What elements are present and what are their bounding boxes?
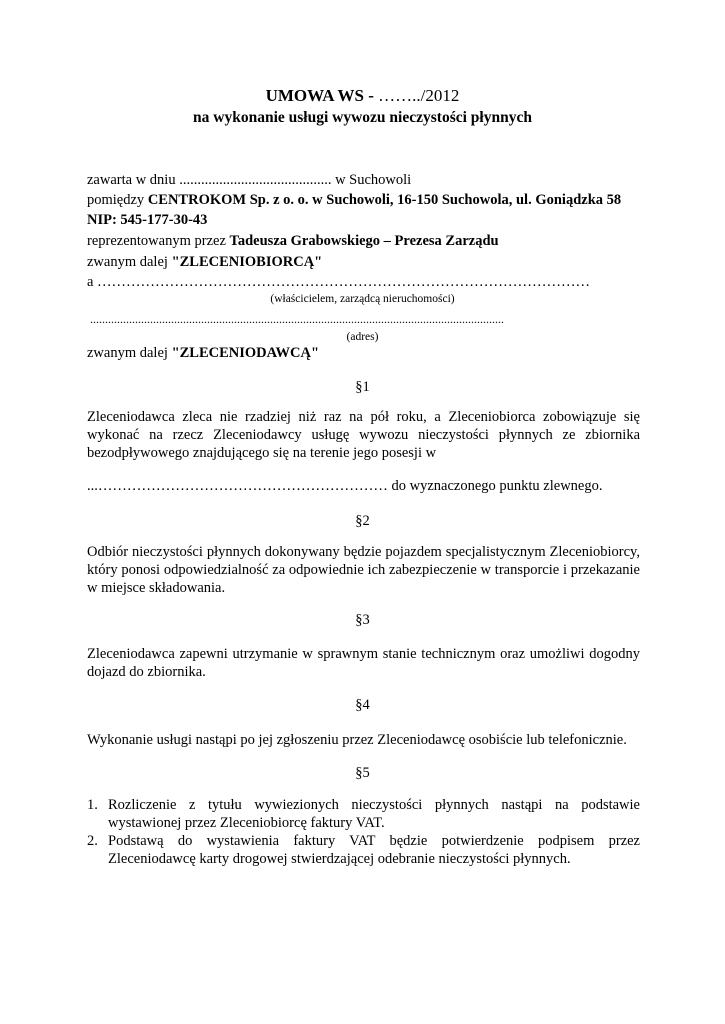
- section-2-heading: §2: [355, 513, 370, 529]
- title-number: ……../2012: [378, 86, 460, 105]
- section-1-text: Zleceniodawca zleca nie rzadziej niż raz na pół roku, a Zleceniobiorca zobowiązuje się wykonać na rzecz Zleceniodawcy usługę wywozu nieczystości płynnych ze zbiornika bezodpływowego znajdującego się na terenie jego posesji w: [87, 409, 640, 461]
- section-1-location-line: ...…………………………………………………… do wyznaczonego punktu zlewnego.: [87, 478, 603, 494]
- contractor-alias-line: zwanym dalej "ZLECENIOBIORCĄ": [87, 254, 323, 270]
- contract-date-line: zawarta w dniu .......................................... w Suchowoli: [87, 172, 412, 188]
- title-bold: UMOWA WS -: [265, 86, 379, 105]
- section-4-heading: §4: [355, 697, 370, 713]
- list-item: 2. Podstawą do wystawienia faktury VAT będzie potwierdzenie podpisem przez Zleceniodawcę karty drogowej stwierdzającej odebranie nieczystości płynnych.: [87, 833, 640, 867]
- contract-title: [0, 86, 725, 106]
- section-3-heading: §3: [355, 612, 370, 628]
- client-name-line: a …………………………………………………………………………………………: [87, 274, 591, 290]
- owner-caption: (właścicielem, zarządcą nieruchomości): [270, 293, 455, 305]
- contract-subtitle: na wykonanie usługi wywozu nieczystości płynnych: [193, 109, 532, 126]
- address-caption: (adres): [346, 331, 379, 343]
- client-alias-line: zwanym dalej "ZLECENIODAWCĄ": [87, 345, 319, 361]
- section-5-heading: §5: [355, 765, 370, 781]
- section-5-list: [87, 796, 640, 868]
- section-4-text: Wykonanie usługi nastąpi po jej zgłoszeniu przez Zleceniodawcę osobiście lub telefonicznie.: [87, 732, 627, 748]
- section-2-text: Odbiór nieczystości płynnych dokonywany będzie pojazdem specjalistycznym Zleceniobiorcy, który ponosi odpowiedzialność za odpowiednie ich zabezpieczenie w transporcie i przekazanie w miejsce składowania.: [87, 544, 640, 596]
- section-3-text: Zleceniodawca zapewni utrzymanie w sprawnym stanie technicznym oraz umożliwi dogodny dojazd do zbiornika.: [87, 646, 640, 680]
- representative-line: reprezentowanym przez Tadeusza Grabowskiego – Prezesa Zarządu: [87, 233, 499, 249]
- nip-line: NIP: 545-177-30-43: [87, 212, 208, 228]
- contractor-name: CENTROKOM Sp. z o. o. w Suchowoli, 16-150 Suchowola, ul. Goniądzka 58: [147, 192, 622, 208]
- section-1-heading: §1: [355, 379, 370, 395]
- client-address-line: ..........................................................................................................................................: [90, 312, 504, 326]
- list-item: 1. Rozliczenie z tytułu wywiezionych nieczystości płynnych nastąpi na podstawie wystawionej przez Zleceniobiorcę faktury VAT.: [87, 797, 640, 831]
- contractor-line: pomiędzy CENTROKOM Sp. z o. o. w Suchowoli, 16-150 Suchowola, ul. Goniądzka 58: [87, 192, 622, 208]
